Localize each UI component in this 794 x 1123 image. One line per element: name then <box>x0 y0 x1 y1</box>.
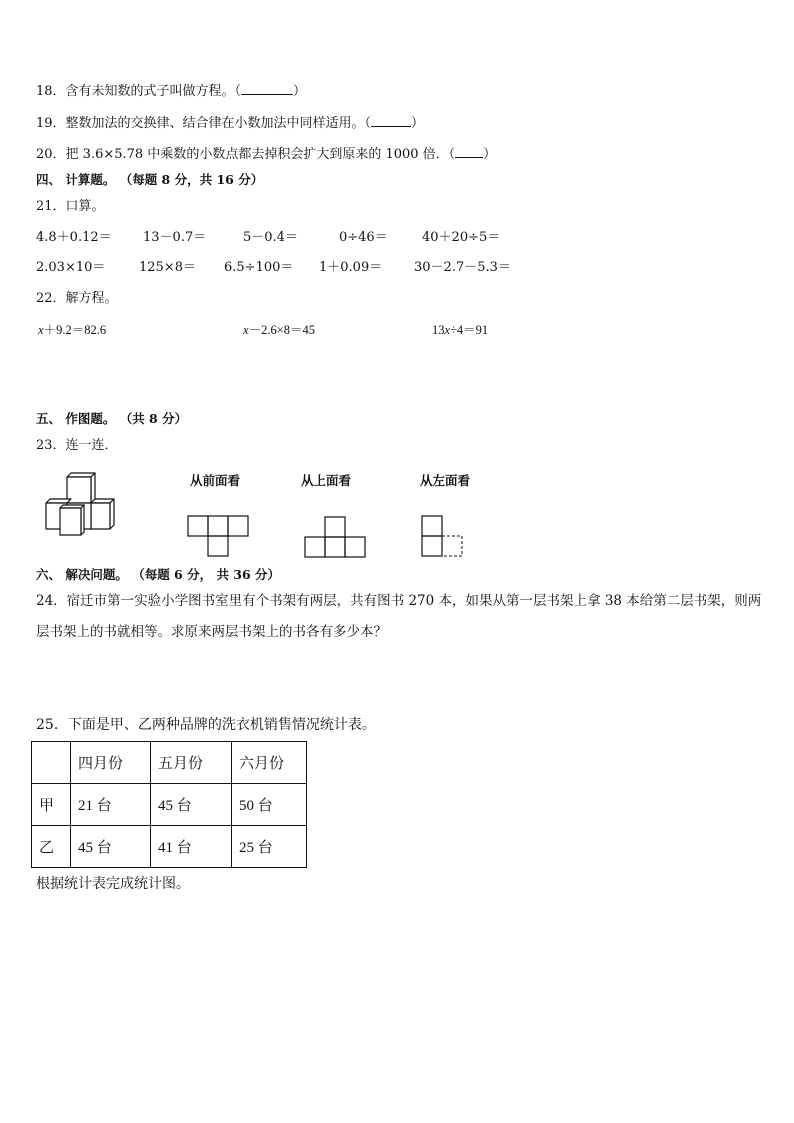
question-19: 19．整数加法的交换律、结合律在小数加法中同样适用。（ ） <box>36 116 425 131</box>
equation-1: x＋9.2＝82.6 <box>38 323 107 337</box>
view-label-left: 从左面看 <box>420 473 471 488</box>
math-expression: 125×8＝ <box>139 260 196 275</box>
question-20: 20．把 3.6×5.78 中乘数的小数点都去掉积会扩大到原来的 1000 倍．（ ） <box>36 147 497 162</box>
math-expression: 30－2.7－5.3＝ <box>414 260 511 275</box>
table-cell: 25 台 <box>232 826 307 868</box>
section-5-title: 五、 作图题。 （共 8 分） <box>36 411 188 426</box>
cube-stack-drawing <box>40 470 130 538</box>
math-expression: 5－0.4＝ <box>243 230 298 245</box>
question-23-title: 23．连一连． <box>36 438 118 453</box>
table-cell: 六月份 <box>232 742 307 784</box>
question-25-instruction: 根据统计表完成统计图。 <box>36 876 190 892</box>
table-header-row <box>32 742 307 784</box>
question-18: 18．含有未知数的式子叫做方程。（ ） <box>36 84 307 99</box>
math-expression: 4.8＋0.12＝ <box>36 230 112 245</box>
answer-blank[interactable] <box>241 82 293 95</box>
table-cell: 45 台 <box>151 784 232 826</box>
math-expression: 40＋20÷5＝ <box>422 230 501 245</box>
math-expression: 6.5÷100＝ <box>224 260 294 275</box>
view-shape-1[interactable] <box>187 515 251 557</box>
sales-table <box>31 741 307 868</box>
math-expression: 1＋0.09＝ <box>319 260 383 275</box>
math-expression: 2.03×10＝ <box>36 260 106 275</box>
view-label-front: 从前面看 <box>190 473 241 488</box>
question-25-title: 25．下面是甲、乙两种品牌的洗衣机销售情况统计表。 <box>36 717 376 733</box>
equation-2: x－2.6×8＝45 <box>243 323 315 337</box>
table-cell: 21 台 <box>71 784 151 826</box>
table-cell: 乙 <box>32 826 71 868</box>
view-label-top: 从上面看 <box>301 473 352 488</box>
question-24: 24．宿迁市第一实验小学图书室里有个书架有两层，共有图书 270 本，如果从第一层书架上拿 38 本给第二层书架，则两层书架上的书就相等。求原来两层书架上的书各有多少本？ <box>36 593 762 640</box>
question-21-title: 21．口算。 <box>36 199 105 214</box>
table-cell: 甲 <box>32 784 71 826</box>
table-cell: 五月份 <box>151 742 232 784</box>
answer-blank[interactable] <box>371 114 411 127</box>
question-22-title: 22．解方程。 <box>36 291 118 306</box>
view-shape-3[interactable] <box>421 515 465 557</box>
view-shape-2[interactable] <box>304 516 368 558</box>
table-row <box>32 784 307 826</box>
table-row <box>32 826 307 868</box>
table-cell: 四月份 <box>71 742 151 784</box>
equation-3: 13x÷4＝91 <box>432 323 489 337</box>
math-expression: 13－0.7＝ <box>143 230 207 245</box>
table-cell: 41 台 <box>151 826 232 868</box>
math-expression: 0÷46＝ <box>339 230 388 245</box>
answer-blank[interactable] <box>455 145 483 158</box>
table-cell: 50 台 <box>232 784 307 826</box>
section-6-title: 六、 解决问题。 （每题 6 分， 共 36 分） <box>36 567 281 582</box>
section-4-title: 四、 计算题。 （每题 8 分，共 16 分） <box>36 172 264 187</box>
table-cell: 45 台 <box>71 826 151 868</box>
table-cell <box>32 742 71 784</box>
